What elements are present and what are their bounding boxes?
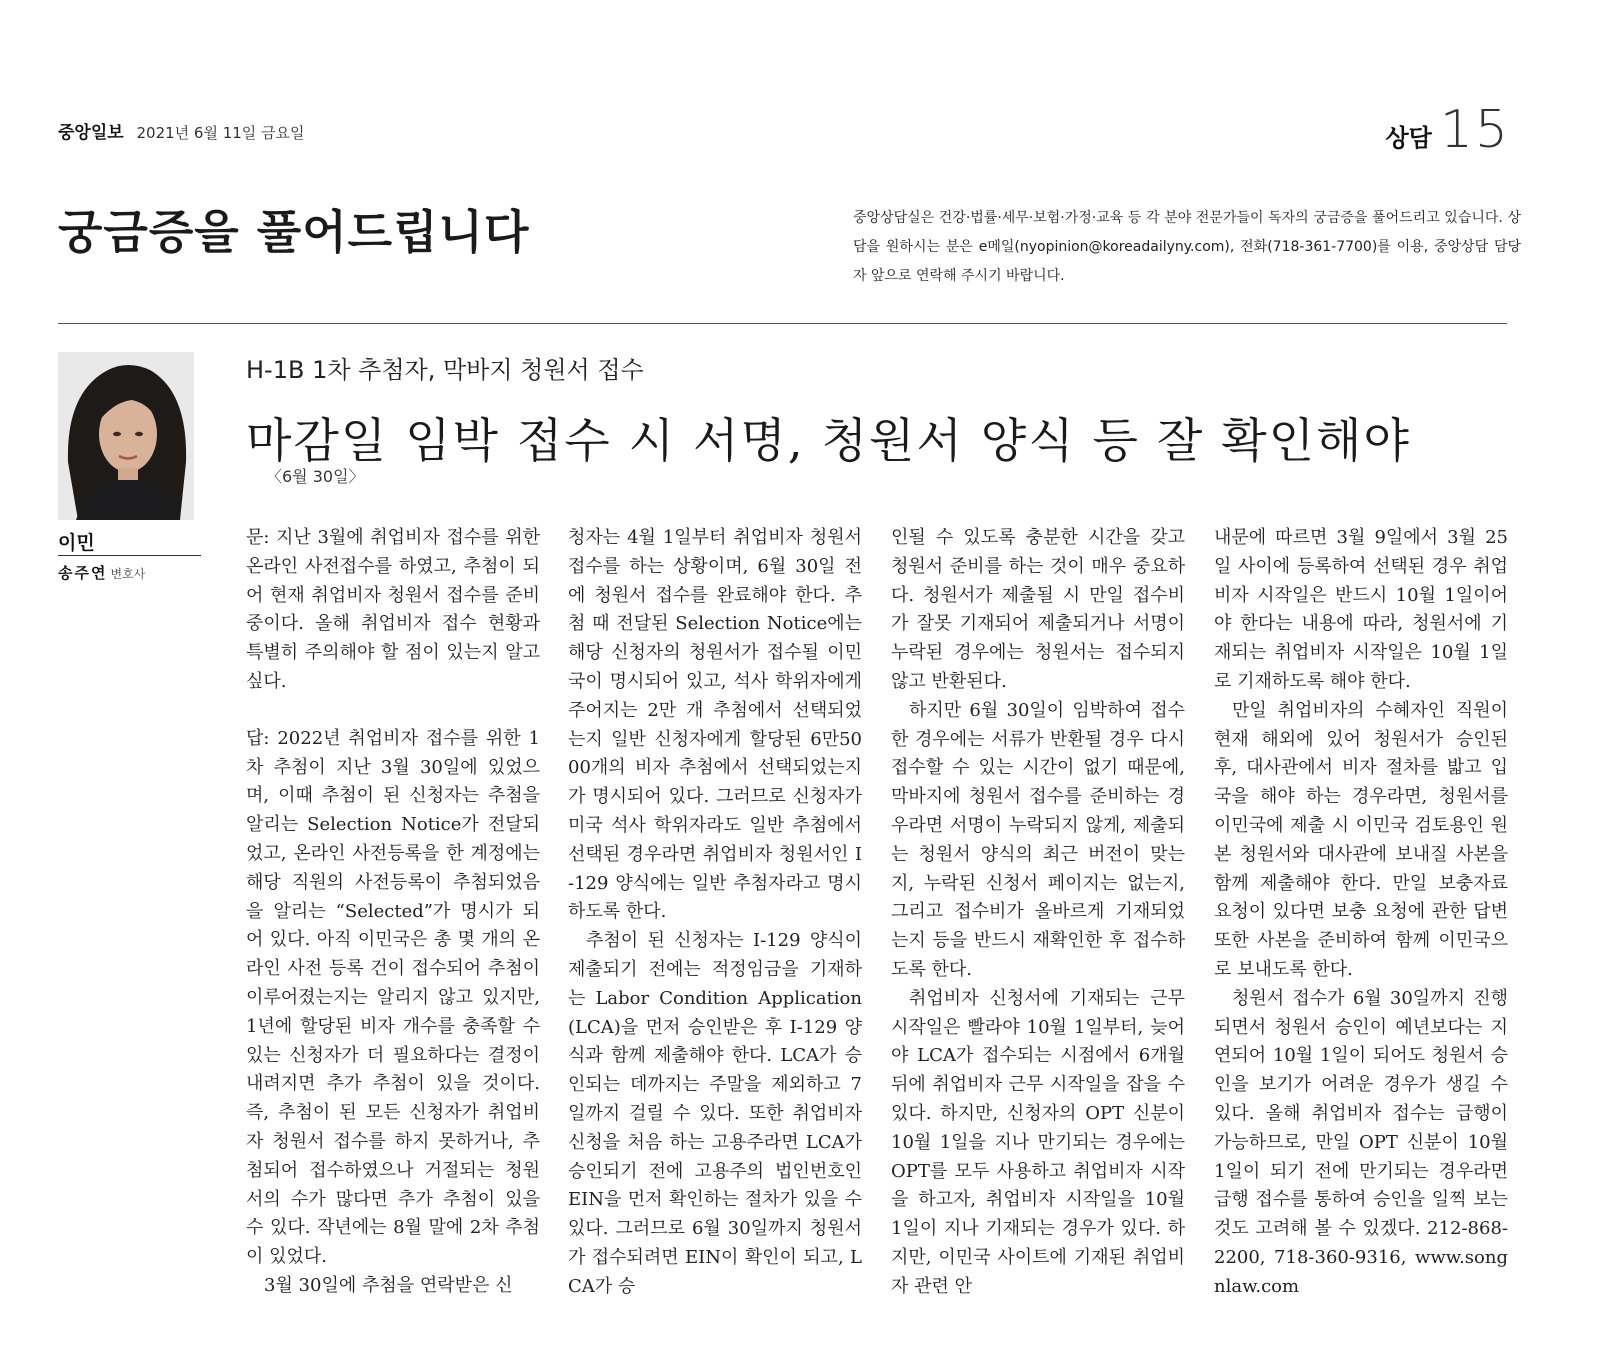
article-dateline: 〈6월 30일〉 [266,467,365,486]
paragraph: 하지만 6월 30일이 임박하여 접수한 경우에는 서류가 반환될 경우 다시 접수할 수 있는 시간이 없기 때문에, 막바지에 청원서 접수를 준비하는 경우라면 서명이 누락되지 않게, 제출되는 청원서 양식의 최근 버전이 맞는지, 누락된 신청서 페이지는 없는지, 그리고 접수비가 올바르게 기재되었는지 등을 반드시 재확인한 후 접수하도록 한다. [891,699,1185,980]
section-name: 상담 [1385,124,1432,152]
paragraph: 취업비자 신청서에 기재되는 근무 시작일은 빨라야 10월 1일부터, 늦어야 LCA가 접수되는 시점에서 6개월 뒤에 취업비자 근무 시작일을 잡을 수 있다. 하지만, 신청자의 OPT 신분이 10월 1일을 지나 만기되는 경우에는 OPT를 모두 사용하고 취업비자 시작을 하고자, 취업비자 시작일을 10월 1일이 지나 기재되는 경우가 있다. 하지만, 이민국 사이트에 기재된 취업비자 관련 안 [891,987,1185,1297]
author-category: 이민 [58,532,95,554]
answer-paragraph: 답: 2022년 취업비자 접수를 위한 1차 추첨이 지난 3월 30일에 있었으며, 이때 추첨이 된 신청자는 추첨을 알리는 Selection Notice가 전달되었고, 온라인 사전등록을 한 계정에는 해당 직원의 사전등록이 추첨되었음을 알리는 “Selected”가 명시가 되어 있다. 아직 이민국은 총 몇 개의 온라인 사전 등록 건이 접수되어 추첨이 이루어졌는지는 알리지 않고 있지만, 1년에 할당된 비자 개수를 충족할 수 있는 신청자가 더 필요하다는 결정이 내려지면 추가 추첨이 있을 것이다. 즉, 추첨이 된 모든 신청자가 취업비자 청원서 접수를 하지 못하거나, 추첨되어 접수하였으나 거절되는 청원서의 수가 많다면 추가 추첨이 있을 수 있다. 작년에는 8월 말에 2차 추첨이 있었다. [246,727,540,1268]
article-column-4 [1214,524,1508,1302]
page-number: 15 [1439,100,1510,160]
paragraph: 추첨이 된 신청자는 I-129 양식이 제출되기 전에는 적정임금을 기재하는 Labor Condition Application(LCA)을 먼저 승인받은 후 I-129 양식과 함께 제출해야 한다. LCA가 승인되는 데까지는 주말을 제외하고 7일까지 걸릴 수 있다. 또한 취업비자 신청을 처음 하는 고용주라면 LCA가 승인되기 전에 고용주의 법인번호인 EIN을 먼저 확인하는 절차가 있을 수 있다. 그러므로 6월 30일까지 청원서가 접수되려면 EIN이 확인이 되고, LCA가 승 [568,930,862,1297]
paragraph-continuation: 내문에 따르면 3월 9일에서 3월 25일 사이에 등록하여 선택된 경우 취업비자 시작일은 반드시 10월 1일이어야 한다는 내용에 따라, 청원서에 기재되는 취업비자 시작일은 10월 1일로 기재하도록 해야 한다. [1214,527,1508,692]
paragraph-continuation: 인될 수 있도록 충분한 시간을 갖고 청원서 준비를 하는 것이 매우 중요하다. 청원서가 제출될 시 만일 접수비가 잘못 기재되어 제출되거나 서명이 누락된 경우에는 청원서는 접수되지 않고 반환된다. [891,527,1185,692]
paragraph-continued: 3월 30일에 추첨을 연락받은 신 [264,1274,513,1296]
author-photo [58,352,194,520]
newspaper-brand: 중앙일보 [58,123,124,143]
paragraph-continuation: 청자는 4월 1일부터 취업비자 청원서 접수를 하는 상황이며, 6월 30일 전에 청원서 접수를 완료해야 한다. 추첨 때 전달된 Selection Notice에는 해당 신청자의 청원서가 접수될 이민국이 명시되어 있고, 석사 학위자에게 주어지는 2만 개 추첨에서 선택되었는지 일반 신청자에게 할당된 6만5000개의 비자 추첨에서 선택되었는지가 명시되어 있다. 그러므로 신청자가 미국 석사 학위자라도 일반 추첨에서 선택된 경우라면 취업비자 청원서인 I-129 양식에는 일반 추첨자라고 명시하도록 한다. [568,527,862,923]
section-label [1385,100,1510,160]
author-divider [58,555,201,556]
paragraph: 만일 취업비자의 수혜자인 직원이 현재 해외에 있어 청원서가 승인된 후, 대사관에서 비자 절차를 밟고 입국을 해야 하는 경우라면, 청원서를 이민국에 제출 시 이민국 검토용인 원본 청원서와 대사관에 보내질 사본을 함께 제출해야 한다. 만일 보충자료 요청이 있다면 보충 요청에 관한 답변 또한 사본을 준비하여 함께 이민국으로 보내도록 한다. [1214,699,1508,980]
issue-date: 2021년 6월 11일 금요일 [136,124,305,142]
question-paragraph: 문: 지난 3월에 취업비자 접수를 위한 온라인 사전접수를 하였고, 추첨이 되어 현재 취업비자 청원서 접수를 준비 중이다. 올해 취업비자 접수 현황과 특별히 주의해야 할 점이 있는지 알고 싶다. [246,527,540,692]
author-portrait-image [58,352,194,520]
header-divider [58,323,1507,324]
article-headline: 마감일 임박 접수 시 서명, 청원서 양식 등 잘 확인해야 [246,414,1411,469]
article-column-2 [568,524,862,1302]
column-intro-note: 중앙상담실은 건강·법률·세무·보험·가정·교육 등 각 분야 전문가들이 독자의 궁금증을 풀어드리고 있습니다. 상담을 원하시는 분은 e메일(nyopinion@koreadailyny.com), 전화(718-361-7700)를 이용, 중앙상담 담당자 앞으로 연락해 주시기 바랍니다. [853,210,1521,284]
article-column-1 [246,524,540,1301]
author-role: 변호사 [110,567,146,581]
paragraph-contact: 청원서 접수가 6월 30일까지 진행되면서 청원서 승인이 예년보다는 지연되어 10월 1일이 되어도 청원서 승인을 보기가 어려운 경우가 생길 수 있다. 올해 취업비자 접수는 급행이 가능하므로, 만일 OPT 신분이 10월 1일이 되기 전에 만기되는 경우라면 급행 접수를 통하여 승인을 일찍 보는 것도 고려해 볼 수 있겠다. 212-868-2200, 718-360-9316, www.songnlaw.com [1214,987,1508,1297]
article-column-3 [891,524,1185,1302]
column-title: 궁금증을 풀어드립니다 [58,205,530,259]
author-name: 송주연 [58,564,108,582]
masthead [58,118,305,143]
author-byline [58,562,145,583]
article-subheadline: H-1B 1차 추첨자, 막바지 청원서 접수 [246,356,644,384]
